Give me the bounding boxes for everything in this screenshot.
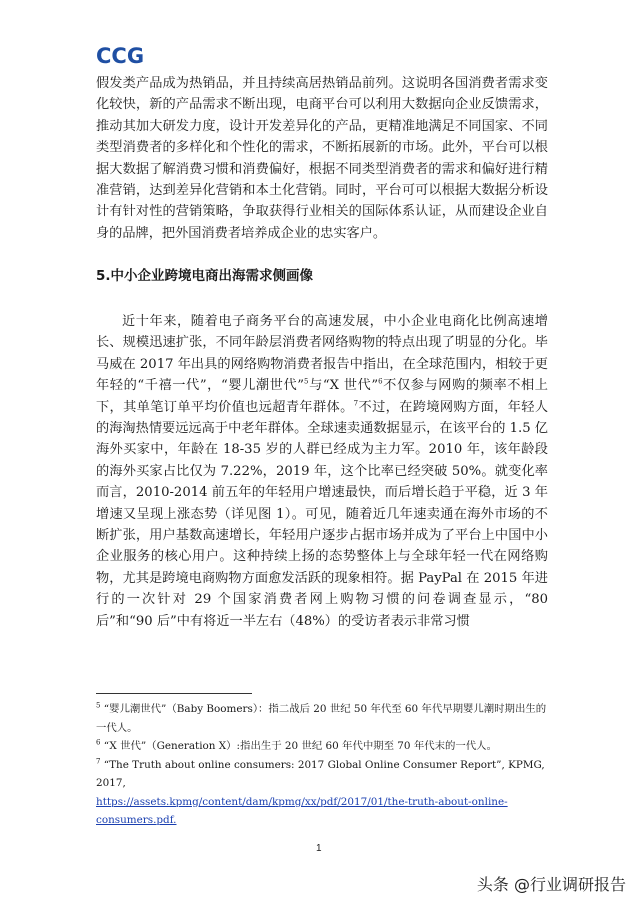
watermark: 头条 @行业调研报告 bbox=[476, 875, 626, 894]
paragraph-2-text-2: 与“X 世代” bbox=[308, 378, 379, 394]
footnote-6 bbox=[96, 737, 548, 756]
paragraph-2-text-3: 不仅参与网购的频率不相上下，其单笔订单平均价值也远超青年群体。 bbox=[96, 378, 548, 415]
footnote-number: 7 bbox=[96, 757, 101, 766]
footnote-text: “The Truth about online consumers: 2017 Global Online Consumer Report”, KPMG, 2017, bbox=[96, 758, 545, 789]
page-number: 1 bbox=[316, 843, 322, 854]
footnote-link[interactable]: https://assets.kpmg/content/dam/kpmg/xx/pdf/2017/01/the-truth-about-online-consumers.pdf. bbox=[96, 795, 508, 826]
footnote-divider bbox=[96, 693, 252, 694]
footnote-text: “婴儿潮世代”（Baby Boomers）：指二战后 20 世纪 50 年代至 60 年代早期婴儿潮时期出生的一代人。 bbox=[96, 703, 547, 734]
footnote-ref-7[interactable]: 7 bbox=[353, 399, 359, 408]
footnote-ref-6[interactable]: 6 bbox=[378, 377, 383, 386]
paragraph-1: 假发类产品成为热销品，并且持续高居热销品前列。这说明各国消费者需求变化较快，新的产品需求不断出现，电商平台可以利用大数据向企业反馈需求，推动其加大研发力度，设计开发差异化的产品，更精准地满足不同国家、不同类型消费者的多样化和个性化的需求，不断拓展新的市场。此外，平台可以根据大数据了解消费习惯和消费偏好，根据不同类型消费者的需求和偏好进行精准营销，达到差异化营销和本土化营销。同时，平台可可以根据大数据分析设计有针对性的营销策略，争取获得行业相关的国际体系认证，从而建设企业自身的品牌，把外国消费者培养成企业的忠实客户。 bbox=[96, 76, 548, 241]
footnote-5 bbox=[96, 700, 548, 737]
footnote-7 bbox=[96, 756, 548, 830]
footnote-text: “X 世代”（Generation X）:指出生于 20 世纪 60 年代中期至 70 年代末的一代人。 bbox=[103, 740, 497, 752]
footnotes bbox=[96, 700, 548, 830]
ccg-logo: CCG bbox=[96, 44, 145, 68]
footnote-number: 6 bbox=[96, 738, 101, 747]
paragraph-2-text-4: 不过，在跨境网购方面，年轻人的海淘热情要远远高于中老年群体。全球速卖通数据显示，在该平台的 1.5 亿海外买家中，年龄在 18-35 岁的人群已经成为主力军。2010 年，该年龄段的海外买家占比仅为 7.22%，2019 年，这个比率已经突破 50%。就变化率而言，2010-2014 前五年的年轻用户增速最快，而后增长趋于平稳，近 3 年增速又呈现上涨态势（详见图 1）。可见，随着近几年速卖通在海外市场的不断扩张，用户基数高速增长，年轻用户逐步占据市场并成为了平台上中国中小企业服务的核心用户。这种持续上扬的态势整体上与全球年轻一代在网络购物，尤其是跨境电商购物方面愈发活跃的现象相符。据 PayPal 在 2015 年进行的一次针对 29 个国家消费者网上购物习惯的问卷调查显示，“80 后”和“90 后”中有将近一半左右（48%）的受访者表示非常习惯 bbox=[96, 399, 549, 629]
footnote-number: 5 bbox=[96, 701, 101, 710]
section-heading: 5.中小企业跨境电商出海需求侧画像 bbox=[96, 268, 314, 284]
paragraph-2 bbox=[96, 311, 548, 632]
paragraph-2-text-1: 近十年来，随着电子商务平台的高速发展，中小企业电商化比例高速增长、规模迅速扩张，不同年龄层消费者网络购物的特点出现了明显的分化。毕马威在 2017 年出具的网络购物消费者报告中指出，在全球范围内，相较于更年轻的“千禧一代”，“婴儿潮世代” bbox=[96, 314, 548, 394]
footnote-ref-5[interactable]: 5 bbox=[304, 377, 309, 386]
